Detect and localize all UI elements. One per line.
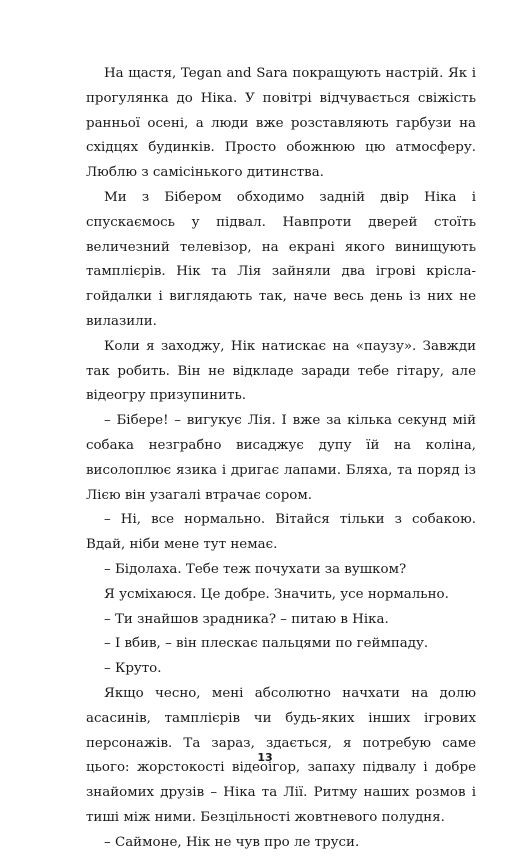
paragraph: – Ні, все нормально. Вітайся тільки з собакою. Вдай, ніби мене тут немає. xyxy=(86,512,476,553)
paragraph: Я усміхаюся. Це добре. Значить, усе нормально. xyxy=(104,586,449,602)
paragraph: – І вбив, – він плескає пальцями по геймпаду. xyxy=(104,636,429,652)
page-number: 13 xyxy=(257,751,273,764)
paragraph: – Ти знайшов зрадника? – питаю в Ніка. xyxy=(104,611,389,627)
paragraph: – Круто. xyxy=(104,661,162,677)
body-text xyxy=(86,62,476,856)
paragraph: Ми з Бібером обходимо задній двір Ніка і спускаємось у підвал. Навпроти дверей стоїть величезний телевізор, на екрані якого винищують тамплієрів. Нік та Лія зайняли два ігрові крісла-гойдалки і виглядають так, наче весь день із них не вилазили. xyxy=(86,189,476,329)
paragraph: – Бібере! – вигукує Лія. І вже за кілька секунд мій собака незграбно висаджує дупу їй на коліна, висолоплює язика і дригає лапами. Бляха, та поряд із Лією він узагалі втрачає сором. xyxy=(86,413,476,503)
paragraph: Якщо чесно, мені абсолютно начхати на долю асасинів, тамплієрів чи будь-яких інших ігрових персонажів. Та зараз, здається, я потребую саме цього: жорстокості відеоігор, запаху підвалу і добре знайомих друзів – Ніка та Лії. Ритму наших розмов і тиші між ними. Безцільності жовтневого полудня. xyxy=(86,685,476,825)
paragraph: На щастя, Tegan and Sara покращують настрій. Як і прогулянка до Ніка. У повітрі відчувається свіжість ранньої осені, а люди вже розставляють гарбузи на східцях будинків. Просто обожнюю цю атмосферу. Люблю з самісінького дитинства. xyxy=(86,66,476,181)
paragraph: – Бідолаха. Тебе теж почухати за вушком? xyxy=(104,561,407,577)
paragraph: Коли я заходжу, Нік натискає на «паузу». Завжди так робить. Він не відкладе заради тебе гітару, але відеогру призупинить. xyxy=(86,338,476,404)
paragraph: – Саймоне, Нік не чув про ле труси. xyxy=(104,834,360,850)
